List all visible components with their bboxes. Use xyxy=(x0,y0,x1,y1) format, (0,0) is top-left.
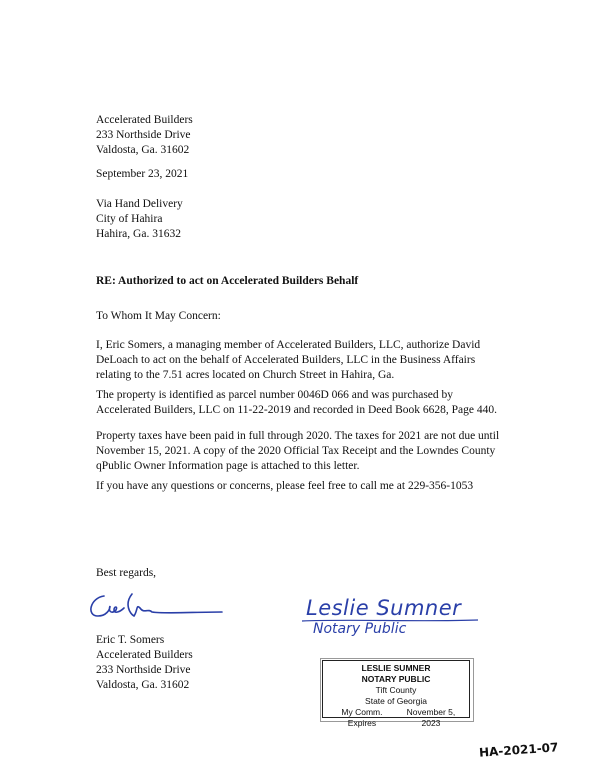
signatory-line: Eric T. Somers xyxy=(96,634,165,646)
notary-title: Notary Public xyxy=(313,621,407,637)
salutation: To Whom It May Concern: xyxy=(96,310,221,322)
paragraph-line: qPublic Owner Information page is attached to this letter. xyxy=(96,460,360,472)
closing: Best regards, xyxy=(96,567,157,579)
signatory-line: Accelerated Builders xyxy=(96,649,193,661)
paragraph-contact xyxy=(96,479,526,494)
signatory-line: Valdosta, Ga. 31602 xyxy=(96,679,190,691)
recipient-line: City of Hahira xyxy=(96,213,163,225)
recipient-line: Hahira, Ga. 31632 xyxy=(96,228,181,240)
paragraph-line: The property is identified as parcel number 0046D 066 and was purchased by xyxy=(96,389,454,401)
signatory-block xyxy=(96,633,193,693)
paragraph-authorization xyxy=(96,338,526,383)
sender-line: Valdosta, Ga. 31602 xyxy=(96,144,190,156)
paragraph-line: I, Eric Somers, a managing member of Accelerated Builders, LLC, authorize David xyxy=(96,339,481,351)
paragraph-line: Accelerated Builders, LLC on 11-22-2019 and recorded in Deed Book 6628, Page 440. xyxy=(96,404,498,416)
document-reference: HA-2021-07 xyxy=(478,740,559,760)
notary-stamp xyxy=(322,660,470,728)
letter-date: September 23, 2021 xyxy=(96,168,189,180)
sender-line: Accelerated Builders xyxy=(96,114,193,126)
paragraph-line: relating to the 7.51 acres located on Church Street in Hahira, Ga. xyxy=(96,369,395,381)
paragraph-property xyxy=(96,388,526,418)
stamp-state: State of Georgia xyxy=(365,696,427,706)
stamp-county: Tift County xyxy=(375,685,417,695)
recipient-address xyxy=(96,197,183,242)
paragraph-taxes xyxy=(96,429,526,474)
stamp-expiry-label: My Comm. Expires xyxy=(341,707,383,728)
stamp-expiry xyxy=(323,707,469,729)
subject-line: RE: Authorized to act on Accelerated Builders Behalf xyxy=(96,275,359,287)
signatory-line: 233 Northside Drive xyxy=(96,664,191,676)
recipient-line: Via Hand Delivery xyxy=(96,198,183,210)
notary-signature: Leslie Sumner xyxy=(306,596,462,620)
paragraph-line: November 15, 2021. A copy of the 2020 Official Tax Receipt and the Lowndes County xyxy=(96,445,496,457)
author-signature-icon xyxy=(84,588,224,624)
sender-address xyxy=(96,113,193,158)
stamp-role: NOTARY PUBLIC xyxy=(361,674,431,684)
paragraph-line: If you have any questions or concerns, please feel free to call me at 229-356-1053 xyxy=(96,480,474,492)
sender-line: 233 Northside Drive xyxy=(96,129,191,141)
stamp-name: LESLIE SUMNER xyxy=(361,663,431,673)
paragraph-line: Property taxes have been paid in full through 2020. The taxes for 2021 are not due until xyxy=(96,430,500,442)
paragraph-line: DeLoach to act on the behalf of Accelerated Builders, LLC in the Business Affairs xyxy=(96,354,476,366)
stamp-expiry-date: November 5, 2023 xyxy=(406,707,456,728)
